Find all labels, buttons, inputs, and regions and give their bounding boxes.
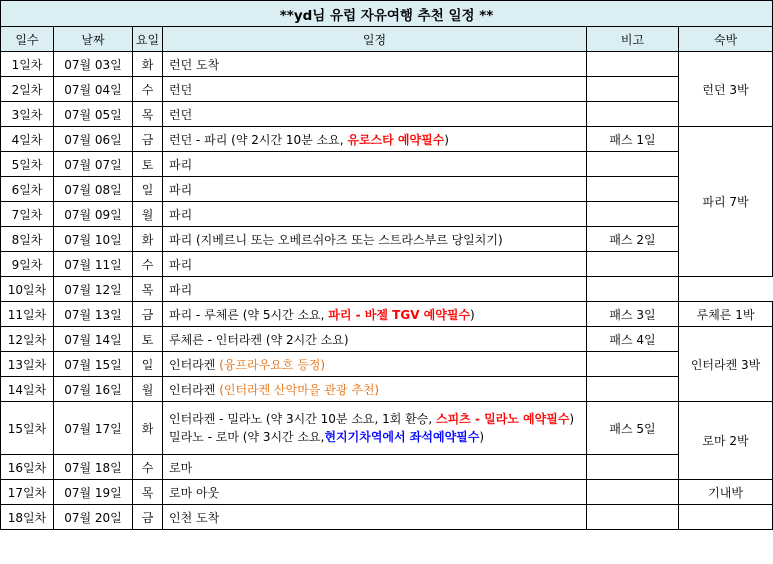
note-cell: 패스 1일 (587, 127, 679, 152)
page-title: **yd님 유럽 자유여행 추천 일정 ** (1, 1, 773, 27)
day-cell: 10일차 (1, 277, 54, 302)
weekday-cell: 목 (133, 277, 163, 302)
date-cell: 07월 07일 (54, 152, 133, 177)
day-cell: 11일차 (1, 302, 54, 327)
stay-cell-paris: 파리 7박 (679, 127, 773, 277)
table-row (1, 455, 773, 480)
date-cell: 07월 17일 (54, 402, 133, 455)
date-cell: 07월 10일 (54, 227, 133, 252)
day-cell: 1일차 (1, 52, 54, 77)
plan-emphasis: 스피츠 - 밀라노 예약필수 (435, 412, 570, 426)
plan-cell (163, 302, 587, 327)
plan-cell: 런던 도착 (163, 52, 587, 77)
note-cell (587, 480, 679, 505)
note-cell (587, 152, 679, 177)
day-cell: 14일차 (1, 377, 54, 402)
plan-line-1 (169, 412, 574, 426)
table-row (1, 202, 773, 227)
day-cell: 13일차 (1, 352, 54, 377)
table-row (1, 102, 773, 127)
date-cell: 07월 11일 (54, 252, 133, 277)
date-cell: 07월 06일 (54, 127, 133, 152)
note-cell: 패스 3일 (587, 302, 679, 327)
weekday-cell: 월 (133, 202, 163, 227)
weekday-cell: 월 (133, 377, 163, 402)
plan-cell: 파리 (163, 152, 587, 177)
weekday-cell: 수 (133, 252, 163, 277)
day-cell: 16일차 (1, 455, 54, 480)
note-cell: 패스 4일 (587, 327, 679, 352)
plan-text-tail: ) (479, 430, 485, 444)
plan-cell (163, 352, 587, 377)
weekday-cell: 토 (133, 152, 163, 177)
plan-cell: 파리 (163, 252, 587, 277)
weekday-cell: 화 (133, 402, 163, 455)
plan-text-tail: ) (569, 412, 575, 426)
table-row (1, 227, 773, 252)
table-row (1, 152, 773, 177)
header-plan: 일정 (163, 27, 587, 52)
plan-emphasis: 현지기차역에서 좌석예약필수 (324, 430, 480, 444)
day-cell: 18일차 (1, 505, 54, 530)
weekday-cell: 일 (133, 177, 163, 202)
day-cell: 8일차 (1, 227, 54, 252)
note-cell (587, 252, 679, 277)
date-cell: 07월 18일 (54, 455, 133, 480)
note-cell (587, 505, 679, 530)
weekday-cell: 일 (133, 352, 163, 377)
note-cell (587, 177, 679, 202)
note-cell (587, 77, 679, 102)
plan-cell (163, 127, 587, 152)
day-cell: 3일차 (1, 102, 54, 127)
date-cell: 07월 13일 (54, 302, 133, 327)
note-cell: 패스 5일 (587, 402, 679, 455)
plan-cell: 런던 (163, 102, 587, 127)
plan-cell: 인천 도착 (163, 505, 587, 530)
note-cell (587, 377, 679, 402)
plan-text: 파리 - 루체른 (약 5시간 소요, (169, 307, 329, 322)
table-row (1, 177, 773, 202)
note-cell (587, 277, 679, 302)
day-cell: 2일차 (1, 77, 54, 102)
date-cell: 07월 03일 (54, 52, 133, 77)
stay-cell-last (679, 505, 773, 530)
weekday-cell: 금 (133, 505, 163, 530)
weekday-cell: 토 (133, 327, 163, 352)
plan-emphasis: 파리 - 바젤 TGV 예약필수 (328, 307, 471, 322)
plan-cell (163, 377, 587, 402)
note-cell (587, 202, 679, 227)
plan-cell: 런던 (163, 77, 587, 102)
date-cell: 07월 05일 (54, 102, 133, 127)
weekday-cell: 금 (133, 127, 163, 152)
table-row (1, 402, 773, 455)
date-cell: 07월 20일 (54, 505, 133, 530)
stay-cell-rome: 로마 2박 (679, 402, 773, 480)
note-cell (587, 102, 679, 127)
header-weekday: 요일 (133, 27, 163, 52)
note-cell (587, 52, 679, 77)
table-row (1, 480, 773, 505)
table-row (1, 505, 773, 530)
table-row (1, 77, 773, 102)
day-cell: 9일차 (1, 252, 54, 277)
header-stay: 숙박 (679, 27, 773, 52)
note-cell (587, 455, 679, 480)
table-row (1, 127, 773, 152)
plan-text-tail: ) (470, 307, 475, 322)
plan-activity: (인터라켄 산악마을 관광 추천) (219, 382, 380, 397)
table-row (1, 252, 773, 277)
plan-cell (163, 402, 587, 455)
weekday-cell: 수 (133, 455, 163, 480)
day-cell: 12일차 (1, 327, 54, 352)
note-cell: 패스 2일 (587, 227, 679, 252)
stay-cell-london: 런던 3박 (679, 52, 773, 127)
table-row (1, 302, 773, 327)
weekday-cell: 금 (133, 302, 163, 327)
header-date: 날짜 (54, 27, 133, 52)
day-cell: 6일차 (1, 177, 54, 202)
day-cell: 15일차 (1, 402, 54, 455)
day-cell: 5일차 (1, 152, 54, 177)
date-cell: 07월 19일 (54, 480, 133, 505)
plan-text-tail: ) (444, 132, 449, 147)
stay-cell-inflight: 기내박 (679, 480, 773, 505)
plan-text: 인터라켄 (169, 357, 220, 372)
plan-cell: 파리 (163, 277, 587, 302)
header-note: 비고 (587, 27, 679, 52)
table-row (1, 327, 773, 352)
header-day: 일수 (1, 27, 54, 52)
weekday-cell: 목 (133, 102, 163, 127)
plan-text: 밀라노 - 로마 (약 3시간 소요, (169, 430, 325, 444)
plan-cell: 로마 (163, 455, 587, 480)
date-cell: 07월 04일 (54, 77, 133, 102)
plan-cell: 파리 (지베르니 또는 오베르쉬아즈 또는 스트라스부르 당일치기) (163, 227, 587, 252)
plan-line-2 (169, 430, 484, 444)
date-cell: 07월 12일 (54, 277, 133, 302)
plan-cell: 파리 (163, 177, 587, 202)
weekday-cell: 화 (133, 52, 163, 77)
table-row (1, 277, 773, 302)
plan-cell: 파리 (163, 202, 587, 227)
plan-emphasis: 유로스타 예약필수 (347, 132, 445, 147)
date-cell: 07월 08일 (54, 177, 133, 202)
day-cell: 4일차 (1, 127, 54, 152)
note-cell (587, 352, 679, 377)
table-row (1, 352, 773, 377)
day-cell: 17일차 (1, 480, 54, 505)
plan-cell: 로마 아웃 (163, 480, 587, 505)
date-cell: 07월 16일 (54, 377, 133, 402)
plan-text: 인터라켄 - 밀라노 (약 3시간 10분 소요, 1회 환승, (169, 412, 436, 426)
table-row (1, 52, 773, 77)
table-row (1, 377, 773, 402)
date-cell: 07월 09일 (54, 202, 133, 227)
date-cell: 07월 14일 (54, 327, 133, 352)
weekday-cell: 화 (133, 227, 163, 252)
weekday-cell: 수 (133, 77, 163, 102)
weekday-cell: 목 (133, 480, 163, 505)
stay-cell-lucerne: 루체른 1박 (679, 302, 773, 327)
plan-text: 런던 - 파리 (약 2시간 10분 소요, (169, 132, 348, 147)
day-cell: 7일차 (1, 202, 54, 227)
plan-text: 인터라켄 (169, 382, 220, 397)
plan-cell: 루체른 - 인터라켄 (약 2시간 소요) (163, 327, 587, 352)
date-cell: 07월 15일 (54, 352, 133, 377)
header-row (1, 27, 773, 52)
stay-cell-interlaken: 인터라켄 3박 (679, 327, 773, 402)
plan-activity: (융프라우요흐 등정) (219, 357, 326, 372)
